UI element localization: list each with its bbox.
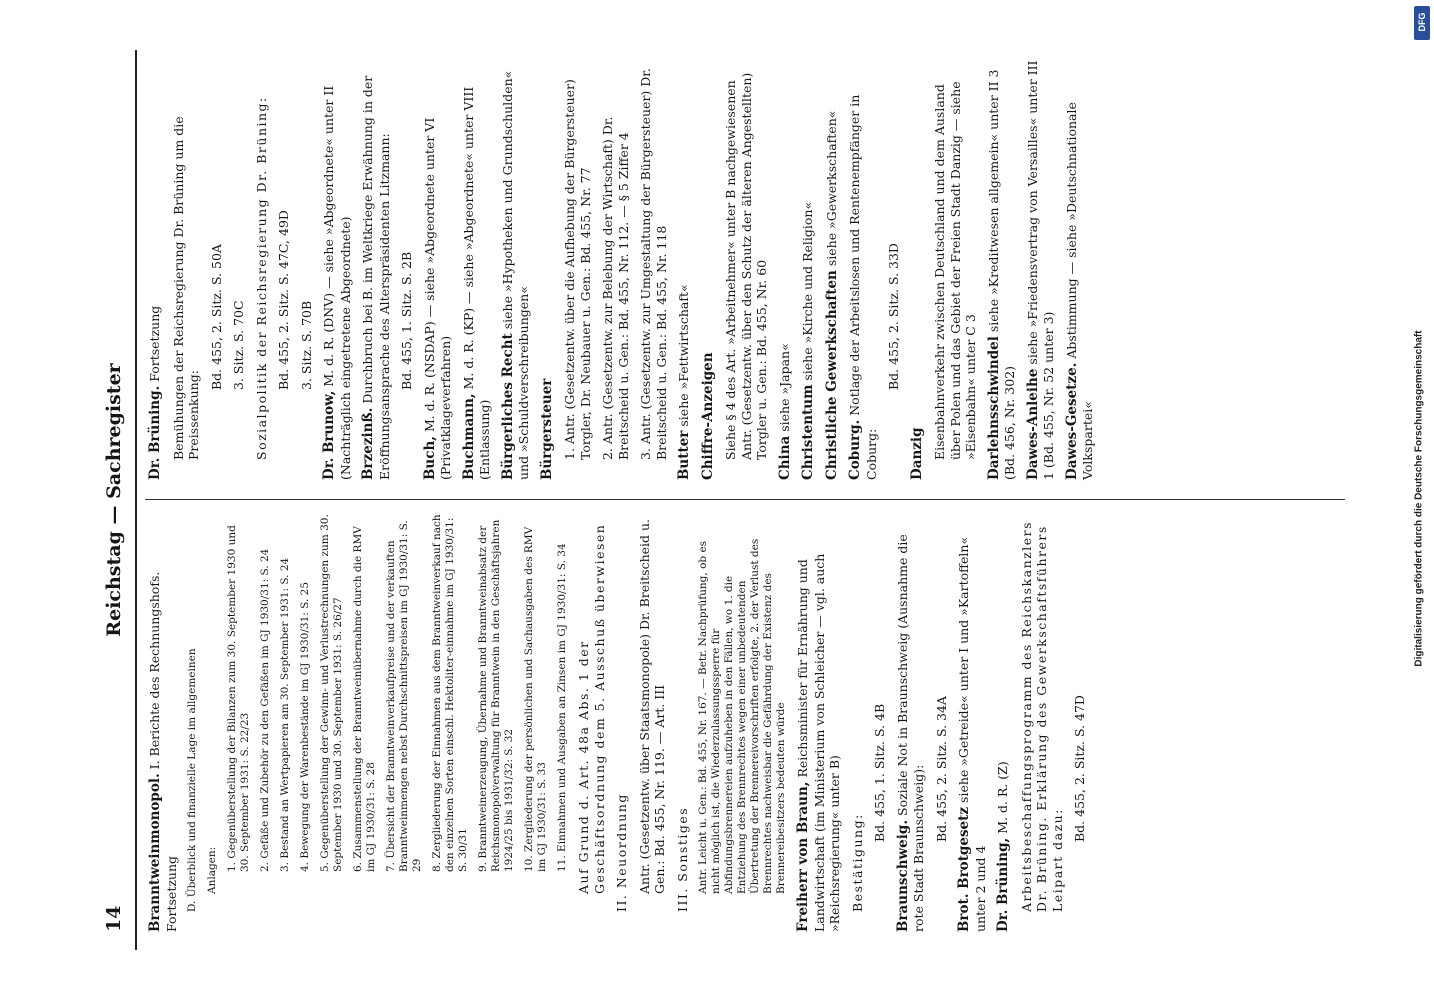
entry-headword: Dr. Brüning. [147,385,163,480]
entry-text: siehe »Friedensvertrag von Versailles« unter III 1 (Bd. 455, Nr. 52 unter 3) [1024,60,1056,480]
right-column [147,60,1103,480]
index-entry: Antr. (Gesetzentw. über Staatsmonopole) Dr. Breitscheid u. Gen.: Bd. 455, Nr. 119. — Art. III [636,518,667,894]
entry-headword: Christliche Gewerkschaften [823,270,840,480]
page-header [95,50,137,950]
rotated-page-frame [95,50,1425,950]
index-entry: Bestätigung: [849,813,865,912]
index-entry [321,60,353,480]
entry-text: M. d. R. (NSDAP) — siehe »Abgeordnete unter VI (Privatklageverfahren) [421,117,453,480]
entry-headword: Branntweinmonopol. [147,773,163,932]
index-entry [986,60,1018,480]
entry-text: siehe »Getreide« unter I und »Kartoffeln« unter 2 und 4 [956,536,988,932]
index-entry [539,60,556,480]
index-entry [956,512,988,932]
entry-text: Fortsetzung [147,305,162,382]
index-entry: Bemühungen der Reichsregierung Dr. Brüning um die Preissenkung: [170,116,201,460]
index-reference: 3. Sitz. S. 70C [231,300,246,390]
page-number: 14 [103,905,125,932]
index-entry: 3. Antr. (Gesetzentw. zur Umgestaltung der Bürgersteuer) Dr. Breitscheid u. Gen.: Bd. 455, Nr. 118 [638,68,669,460]
entry-headword: Braunschweig. [894,819,911,932]
entry-text: Notlage der Arbeitslosen und Rentenempfänger in Coburg: [847,94,879,480]
left-column [147,512,1095,932]
index-reference: Bd. 455, 2. Sitz. S. 34A [933,696,949,842]
index-entry [777,60,794,480]
index-entry: Sozialpolitik der Reichsregierung Dr. Brüning: [253,96,269,460]
index-entry [147,512,179,932]
index-entry: 5. Gegenüberstellung der Gewinn- und Verlustrechnungen zum 30. September 1930 und 30. September 1931: S. 26/27 [319,514,344,872]
entry-headword: Chiffre-Anzeigen [699,352,716,480]
index-entry [360,60,392,480]
index-entry [995,512,1012,932]
entry-headword: Darlehnsschwindel [985,336,1002,480]
index-entry: 6. Zusammenstellung der Branntweinübernahme durch die RMV im GJ 1930/31: S. 28 [352,526,377,872]
index-entry: 11. Einnahmen und Ausgaben an Zinsen im GJ 1930/31: S. 34 [556,543,568,872]
index-reference: Bd. 455, 2. Sitz. S. 50A [208,244,224,390]
index-entry [847,60,879,480]
index-entry [824,60,841,480]
entry-headword: Dr. Brunow, [321,390,337,480]
index-entry: Arbeitsbeschaffungsprogramm des Reichskanzlers Dr. Brüning. Erklärung des Gewerkschaftsführers Leipart dazu: [1018,520,1065,912]
entry-headword: Bürgerliches Recht [499,333,516,480]
entry-text: siehe »Kirche und Religion« [800,201,815,381]
index-entry: 1. Gegenüberstellung der Bilanzen zum 30. September 1930 und 30. September 1931: S. 22/23 [226,525,251,872]
index-entry: Eisenbahnverkehr zwischen Deutschland und dem Ausland über Polen und das Gebiet der Freien Stadt Danzig — siehe »Eisenbahn« unter C 3 [932,81,978,460]
index-reference: Bd. 455, 2. Sitz. S. 33D [886,243,901,390]
index-entry [676,60,693,480]
index-entry: 1. Antr. (Gesetzentw. über die Aufhebung der Bürgersteuer) Torgler, Dr. Neubauer u. Gen.: Bd. 455, Nr. 77 [562,79,593,460]
index-entry [795,512,843,932]
entry-headword: Buch, [421,436,438,480]
entry-headword: Danzig [908,427,925,480]
entry-headword: Dawes-Gesetze. [1063,362,1080,480]
entry-headword: Dr. Brüning, [995,837,1011,932]
index-entry: 7. Übersicht der Branntweinverkaufpreise und der verkauften Branntweinmengen nebst Durchschnittspreisen im GJ 1930/31: S. 29 [385,520,423,872]
index-entry [800,60,817,480]
index-entry [147,60,164,480]
entry-headword: Brzezinß. [360,407,376,480]
entry-headword: China [776,435,793,480]
index-entry [500,60,532,480]
index-entry: 3. Bestand an Wertpapieren am 30. September 1931: S. 24 [279,557,291,872]
index-entry [461,60,493,480]
index-entry: 2. Gefäße und Zubehör zu den Gefäßen im GJ 1930/31: S. 24 [259,548,271,872]
index-entry [895,512,927,932]
funding-note: Digitalisierung gefördert durch die Deutsche Forschungsgemeinschaft [1413,330,1425,667]
entry-headword: Bürgersteuer [538,378,555,480]
index-entry: Siehe § 4 des Art. »Arbeitnehmer« unter B nachgewiesenen Antr. (Gesetzentw. über den Schutz der älteren Angestellten) Torgler u. Gen.: Bd. 455, Nr. 60 [723,72,769,460]
index-entry: Anlagen: [206,846,218,894]
entry-headword: Brot. Brotgesetz [956,806,972,932]
index-entry [909,60,926,480]
index-entry: 2. Antr. (Gesetzentw. zur Belebung der Wirtschaft) Dr. Breitscheid u. Gen.: Bd. 455, Nr. 112. — § 5 Ziffer 4 [600,116,631,460]
index-entry: D. Überblick und finanzielle Lage im allgemeinen [186,648,198,912]
index-reference: Bd. 455, 1. Sitz. S. 2B [399,251,414,390]
entry-headword: Coburg. [847,419,863,480]
index-entry: 4. Bewegung der Warenbestände im GJ 1930/31: S. 25 [299,582,311,872]
entry-text: siehe »Hypotheken und Grundschulden« und »Schuldverschreibungen« [499,70,531,480]
entry-text: siehe »Fettwirtschaft« [676,284,691,427]
entry-text: Durchbruch bei B. im Weltkriege Erwähnung in der Eröffnungsansprache des Alterspräsidenten Litzmann: [360,75,392,480]
entry-text: M. d. R. (KP) — siehe »Abgeordnete« unter VIII (Entlassung) [460,86,492,480]
entry-text: I. Berichte des Rechnungshofs. Fortsetzung [147,571,179,932]
page-content [95,50,1425,950]
index-entry [700,60,717,480]
index-entry: Auf Grund d. Art. 48a Abs. 1 der Geschäftsordnung dem 5. Ausschuß überwiesen [576,523,607,894]
column-divider [145,499,1345,500]
entry-headword: Butter [676,430,692,480]
index-entry: 10. Zergliederung der persönlichen und Sachausgaben des RMV im GJ 1930/31: S. 33 [523,526,548,872]
entry-text: Abstimmung — siehe »Deutschnationale Volkspartei« [1063,102,1095,480]
index-entry: III. Sonstiges [674,806,690,912]
index-reference: 3. Sitz. S. 70B [298,300,314,390]
entry-text: M. d. R. (DNV) — siehe »Abgeordnete« unter II (Nachträglich eingetretene Abgeordnete) [321,85,353,480]
page-title: Reichstag — Sachregister [103,363,125,637]
index-entry: 9. Branntweinerzeugung, Übernahme und Branntweinabsatz der Reichsmonopolverwaltung für Branntwein in den Geschäftsjahren 1924/25 bis 1931/32: S. 32 [477,519,515,872]
entry-text: Reichsminister für Ernährung und Landwirtschaft (im Ministerium von Schleicher — vgl. auch »Reichsregierung« unter B) [795,553,842,932]
entry-text: siehe »Japan« [776,343,792,432]
index-entry [1064,60,1096,480]
dfg-logo-text: DFG [1417,12,1427,32]
index-entry: II. Neuordnung [614,793,629,912]
index-entry: 8. Zergliederung der Einnahmen aus dem Branntweinverkauf nach den einzelnen Sorten einschl. Hektoliter-einnahme im GJ 1930/31: S. 30/31 [431,514,469,872]
index-reference: Bd. 455, 1. Sitz. S. 4B [872,703,887,842]
entry-headword: Freiherr von Braun, [795,781,811,932]
entry-text: Soziale Not in Braunschweig (Ausnahme die rote Stadt Braunschweig): [894,534,926,932]
digitization-sidebar [1404,0,1434,1000]
index-entry: Antr. Leicht u. Gen.: Bd. 455, Nr. 167. — Betr. Nachprüfung, ob es nicht möglich ist, die Wiederzulassungssperre für Abfindungsbrennereien aufzuheben in den Fällen, wo 1. die Entziehung des Brennrechtes wegen einer unbedeutenden Übertretung der Brennereivorschriften erfolgte, 2. der Verlust des Brennrechtes nachweisbar die Gefährdung der Existenz des Brennereibesitzers bedeuten würde [697,538,787,894]
index-entry [422,60,454,480]
index-reference: Bd. 455, 2. Sitz. S. 47D [1072,695,1087,842]
index-entry [1025,60,1057,480]
entry-headword: Christentum [800,384,816,480]
index-reference: Bd. 455, 2. Sitz. S. 47C, 49D [276,210,291,390]
entry-text: siehe »Kreditwesen allgemein« unter II 3 (Bd. 456, Nr. 302) [985,69,1017,480]
entry-headword: Buchmann, [460,393,477,480]
entry-text: siehe »Gewerkschaften« [823,110,839,267]
entry-headword: Dawes-Anleihe [1024,368,1041,480]
entry-text: M. d. R. (Z) [995,761,1010,834]
